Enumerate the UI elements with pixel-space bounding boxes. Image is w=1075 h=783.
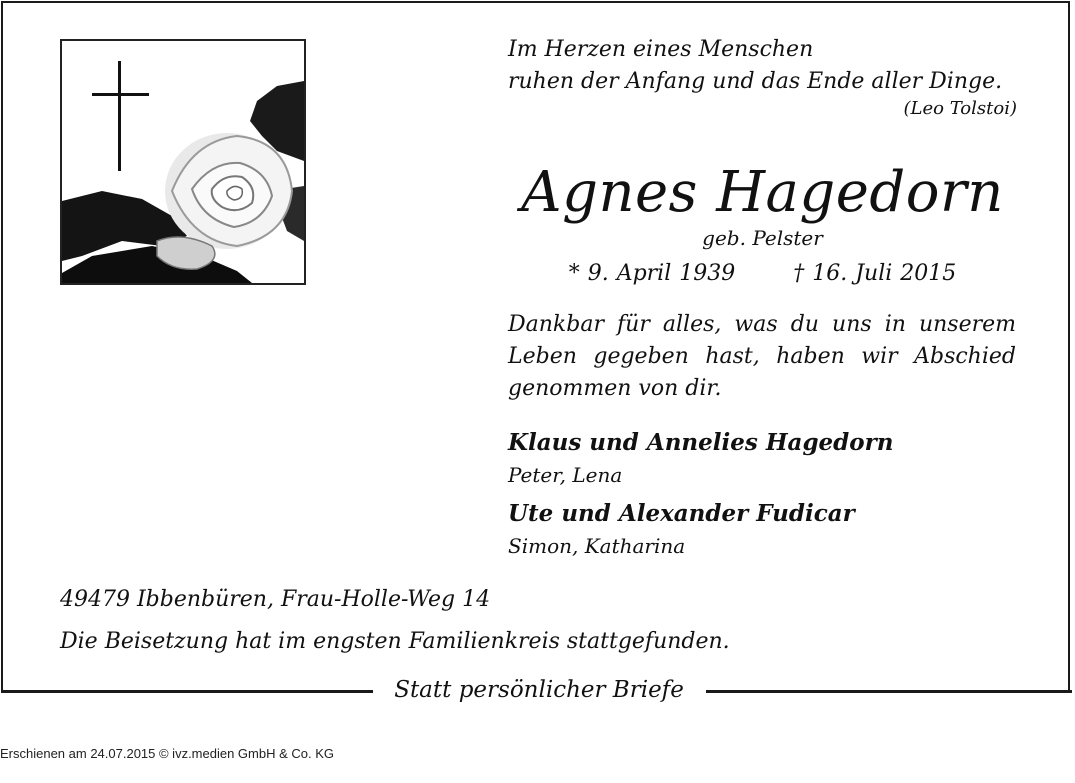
address: 49479 Ibbenbüren, Frau-Holle-Weg 14 bbox=[60, 587, 491, 612]
life-dates bbox=[500, 261, 1025, 286]
footer-title: Statt persönlicher Briefe bbox=[394, 677, 684, 703]
family-children: Simon, Katharina bbox=[508, 534, 686, 558]
quote-line-2: ruhen der Anfang und das Ende aller Dinge. bbox=[508, 69, 1003, 94]
rose-image bbox=[62, 41, 304, 283]
bottom-rule-right bbox=[706, 690, 1072, 693]
bottom-rule-left bbox=[1, 690, 373, 693]
thanks-text: Dankbar für alles, was du uns in unserem Leben gegeben hast, haben wir Abschied genommen von dir. bbox=[508, 312, 1016, 401]
quote-author: (Leo Tolstoi) bbox=[903, 98, 1017, 119]
death-date: † 16. Juli 2015 bbox=[793, 261, 957, 286]
quote bbox=[508, 34, 1018, 98]
cross-rose-image bbox=[60, 39, 306, 285]
quote-line-1: Im Herzen eines Menschen bbox=[508, 37, 814, 62]
family-names: Ute und Alexander Fudicar bbox=[508, 500, 855, 527]
birth-date: * 9. April 1939 bbox=[568, 261, 736, 286]
birth-name: geb. Pelster bbox=[702, 226, 823, 250]
family-children: Peter, Lena bbox=[508, 463, 623, 487]
deceased-name: Agnes Hagedorn bbox=[521, 160, 1004, 225]
funeral-note: Die Beisetzung hat im engsten Familienkreis stattgefunden. bbox=[60, 629, 730, 654]
family-names: Klaus und Annelies Hagedorn bbox=[508, 429, 894, 456]
publication-info: Erschienen am 24.07.2015 © ivz.medien GmbH & Co. KG bbox=[0, 746, 335, 761]
